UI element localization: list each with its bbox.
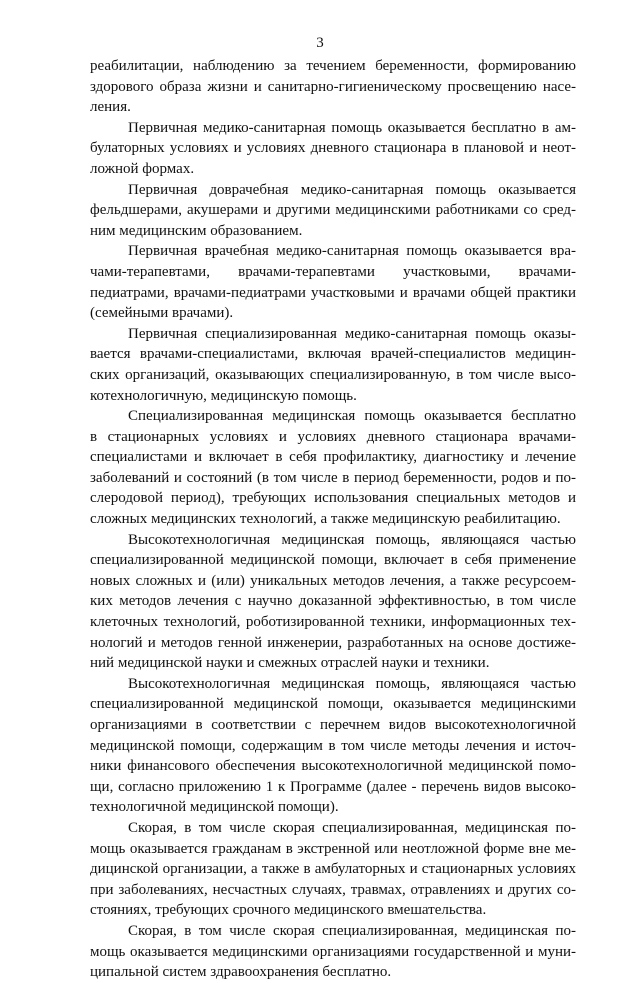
text-line: Первичная медико-санитарная помощь оказывается бесплатно в ам- xyxy=(128,119,576,136)
text-line: Высокотехнологичная медицинская помощь, являющаяся частью xyxy=(128,675,576,692)
text-line: ложной формах. xyxy=(90,160,195,177)
text-line: новых сложных и (или) уникальных методов лечения, а также ресурсоем- xyxy=(90,572,576,589)
document-body xyxy=(90,56,576,983)
text-line: в стационарных условиях и условиях дневного стационара врачами- xyxy=(90,428,576,445)
text-line: Специализированная медицинская помощь оказывается бесплатно xyxy=(128,408,576,425)
text-line: стояниях, требующих срочного медицинского вмешательства. xyxy=(90,902,487,919)
text-line: при заболеваниях, несчастных случаях, травмах, отравлениях и других со- xyxy=(90,881,576,898)
paragraph xyxy=(90,674,576,818)
paragraph xyxy=(90,241,576,323)
paragraph xyxy=(90,530,576,674)
paragraph xyxy=(90,56,576,118)
text-line: слеродовой период), требующих использования специальных методов и xyxy=(90,490,576,507)
text-line: Первичная специализированная медико-санитарная помощь оказы- xyxy=(128,325,576,342)
text-line: специалистами и включает в себя профилактику, диагностику и лечение xyxy=(90,449,576,466)
paragraph xyxy=(90,324,576,406)
text-line: специализированной медицинской помощи, оказывается медицинскими xyxy=(90,696,576,713)
text-line: ники финансового обеспечения высокотехнологичной медицинской помо- xyxy=(90,758,576,775)
text-line: мощь оказывается гражданам в экстренной или неотложной форме вне ме- xyxy=(90,840,576,857)
paragraph xyxy=(90,118,576,180)
paragraph xyxy=(90,818,576,921)
text-line: специализированной медицинской помощи, включает в себя применение xyxy=(90,552,576,569)
page-number: 3 xyxy=(316,35,324,51)
text-line: ний медицинской науки и смежных отраслей науки и техники. xyxy=(90,655,490,672)
text-line: нологий и методов генной инженерии, разработанных на основе достиже- xyxy=(90,634,576,651)
text-line: чами-терапевтами, врачами-терапевтами участковыми, врачами- xyxy=(90,263,576,280)
text-line: ципальной систем здравоохранения бесплатно. xyxy=(90,964,392,981)
text-line: здорового образа жизни и санитарно-гигиеническому просвещению насе- xyxy=(90,78,576,95)
text-line: вается врачами-специалистами, включая врачей-специалистов медицин- xyxy=(90,346,576,363)
text-line: ких методов лечения с научно доказанной эффективностью, в том числе xyxy=(90,593,576,610)
text-line: дицинской организации, а также в амбулаторных и стационарных условиях xyxy=(90,861,576,878)
text-line: Скорая, в том числе скорая специализированная, медицинская по- xyxy=(128,922,576,939)
text-line: булаторных условиях и условиях дневного стационара в плановой и неот- xyxy=(90,140,576,157)
paragraph xyxy=(90,921,576,983)
text-line: мощь оказывается медицинскими организациями государственной и муни- xyxy=(90,943,576,960)
text-line: котехнологичную, медицинскую помощь. xyxy=(90,387,357,404)
paragraph xyxy=(90,180,576,242)
text-line: заболеваний и состояний (в том числе в период беременности, родов и по- xyxy=(90,469,576,486)
text-line: ним медицинским образованием. xyxy=(90,222,303,239)
text-line: Высокотехнологичная медицинская помощь, являющаяся частью xyxy=(128,531,576,548)
text-line: сложных медицинских технологий, а также медицинскую реабилитацию. xyxy=(90,511,561,528)
text-line: (семейными врачами). xyxy=(90,305,234,322)
text-line: медицинской помощи, содержащим в том числе методы лечения и источ- xyxy=(90,737,576,754)
text-line: педиатрами, врачами-педиатрами участковыми и врачами общей практики xyxy=(90,284,576,301)
text-line: Скорая, в том числе скорая специализированная, медицинская по- xyxy=(128,819,576,836)
text-line: клеточных технологий, роботизированной техники, информационных тех- xyxy=(90,614,576,631)
text-line: реабилитации, наблюдению за течением беременности, формированию xyxy=(90,58,576,74)
text-line: ления. xyxy=(90,99,131,116)
text-line: Первичная врачебная медико-санитарная помощь оказывается вра- xyxy=(128,243,576,260)
paragraph xyxy=(90,406,576,530)
text-line: организациями в соответствии с перечнем видов высокотехнологичной xyxy=(90,717,576,733)
text-line: фельдшерами, акушерами и другими медицинскими работниками со сред- xyxy=(90,202,576,219)
text-line: щи, согласно приложению 1 к Программе (далее - перечень видов высоко- xyxy=(90,778,576,795)
text-line: ских организаций, оказывающих специализированную, в том числе высо- xyxy=(90,366,576,383)
text-line: технологичной медицинской помощи). xyxy=(90,799,339,816)
text-line: Первичная доврачебная медико-санитарная помощь оказывается xyxy=(128,181,576,198)
